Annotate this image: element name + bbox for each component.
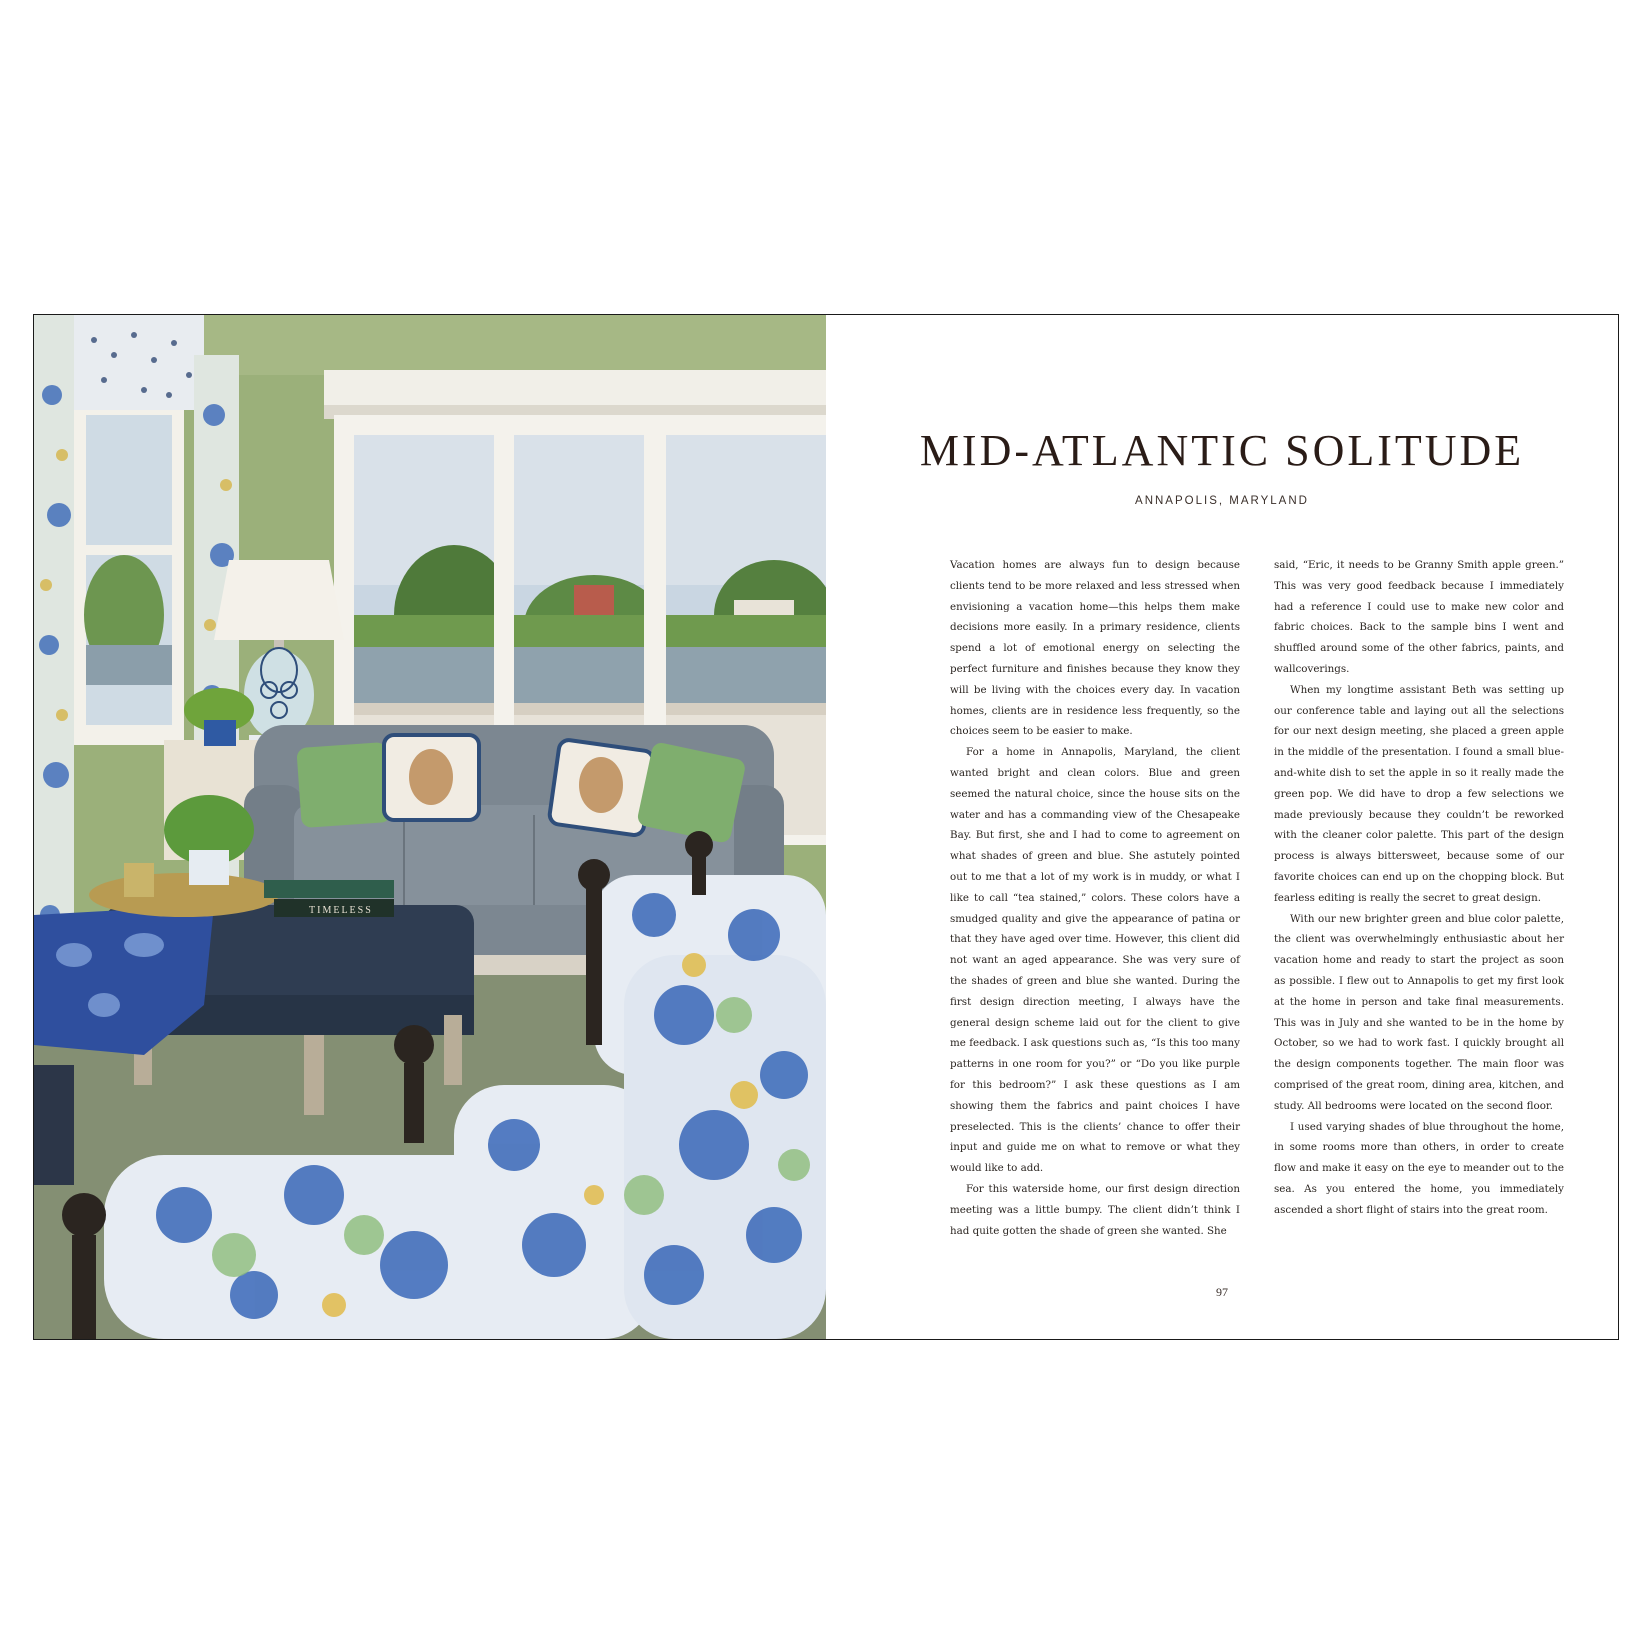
living-room-illustration [34, 315, 826, 1339]
text-column-right [1274, 555, 1564, 1221]
article-location: ANNAPOLIS, MARYLAND [1135, 495, 1309, 507]
article-title: MID-ATLANTIC SOLITUDE [919, 426, 1525, 475]
paragraph: For a home in Annapolis, Maryland, the client wanted bright and clean colors. Blue and green seemed the natural choice, since the house sits on the water and has a commanding view of the Chesapeake Bay. But first, she and I had to come to agreement on what shades of green and blue. She astutely pointed out to me that a lot of my work is in muddy, or what I like to call “tea stained,” colors. These colors have a smudged quality and give the appearance of patina or that they have aged over time. However, this client did not want an aged appearance. She was very sure of the shades of green and blue she wanted. During the first design direction meeting, I always have the general design scheme laid out for the client to give me feedback. I ask questions such as, “Is this too many patterns in one room for you?” or “Do you like purple for this bedroom?” I ask these questions as I am showing them the fabrics and paint choices I have preselected. This is the clients’ chance to offer their input and guide me on what to remove or what they would like to add. [950, 746, 1240, 1175]
paragraph: With our new brighter green and blue color palette, the client was overwhelmingly enthusiastic about her vacation home and ready to start the project as soon as possible. I flew out to Annapolis to get my first look at the home in person and take final measurements. This was in July and she wanted to be in the home by October, so we had to work fast. I quickly brought all the design components together. The main floor was comprised of the great room, dining area, kitchen, and study. All bedrooms were located on the second floor. [1274, 912, 1564, 1112]
text-page [826, 315, 1618, 1339]
paragraph: I used varying shades of blue throughout the home, in some rooms more than others, in order to create flow and make it easy on the eye to meander out to the sea. As you entered the home, you immediately ascended a short flight of stairs into the great room. [1274, 1120, 1564, 1216]
paragraph: For this waterside home, our first design direction meeting was a little bumpy. The client didn’t think I had quite gotten the shade of green she wanted. She [950, 1182, 1240, 1237]
text-column-left [950, 555, 1240, 1241]
paragraph: When my longtime assistant Beth was setting up our conference table and laying out all the selections for our next design meeting, she placed a green apple in the middle of the presentation. I found a small blue-and-white dish to set the apple in so it really made the green pop. We did have to drop a few selections we made previously because they couldn’t be reworked with the cleaner color palette. This part of the design process is always bittersweet, because some of our favorite choices can end up on the chopping block. But fearless editing is really the secret to great design. [1274, 683, 1564, 904]
living-room-photo [34, 315, 826, 1339]
page-number: 97 [1216, 1285, 1228, 1299]
book-spread [33, 314, 1619, 1340]
paragraph: said, “Eric, it needs to be Granny Smith apple green.” This was very good feedback because I immediately had a reference I could use to make new color and fabric choices. Back to the sample bins I went and shuffled around some of the other fabrics, paints, and wallcoverings. [1274, 559, 1564, 675]
paragraph: Vacation homes are always fun to design because clients tend to be more relaxed and less stressed when envisioning a vacation home—this helps them make decisions more easily. In a primary residence, clients spend a lot of emotional energy on selecting the perfect furniture and finishes because they know they will be living with the choices every day. In vacation homes, clients are in residence less frequently, so the choices seem to be easier to make. [950, 559, 1240, 738]
book-spine-title: TIMELESS [309, 905, 373, 916]
